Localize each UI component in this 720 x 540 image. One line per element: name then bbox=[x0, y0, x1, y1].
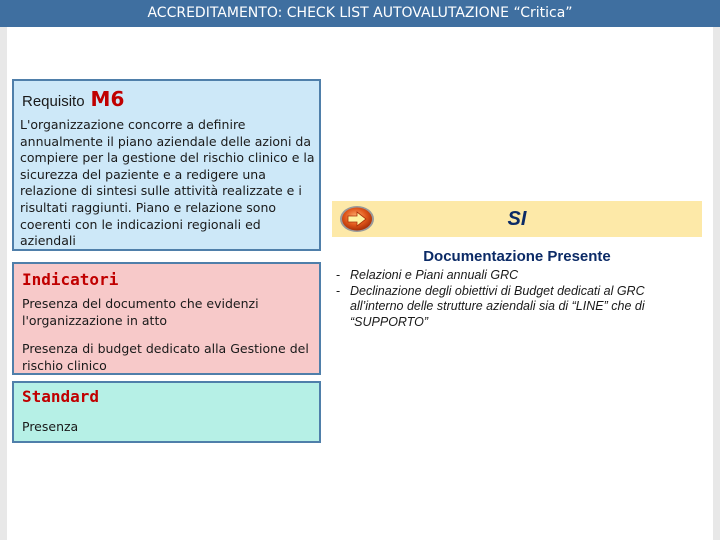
list-item: - Relazioni e Piani annuali GRC bbox=[336, 268, 519, 282]
indicatori-box bbox=[12, 262, 321, 375]
page-title: ACCREDITAMENTO: CHECK LIST AUTOVALUTAZIONE “Critica” bbox=[0, 0, 720, 27]
left-frame bbox=[0, 27, 7, 540]
right-frame bbox=[713, 27, 720, 540]
requisito-code: M6 bbox=[90, 87, 125, 111]
standard-title: Standard bbox=[22, 387, 100, 406]
requisito-header bbox=[22, 87, 124, 111]
standard-box bbox=[12, 381, 321, 443]
standard-value: Presenza bbox=[22, 419, 79, 434]
documentazione-title: Documentazione Presente bbox=[423, 248, 611, 265]
documentazione-item: Declinazione degli obiettivi di Budget dedicati al GRC all’interno delle strutture aziendali sia di “LINE” che di “SUPPORTO” bbox=[350, 283, 645, 329]
indicatore-item: Presenza di budget dedicato alla Gestione del rischio clinico bbox=[22, 341, 309, 373]
indicatori-title: Indicatori bbox=[22, 270, 119, 289]
documentazione-list bbox=[336, 268, 696, 330]
answer-value: SI bbox=[507, 208, 527, 230]
documentazione-item: Relazioni e Piani annuali GRC bbox=[350, 268, 519, 282]
indicatore-item: Presenza del documento che evidenzi l'organizzazione in atto bbox=[22, 296, 259, 328]
requisito-box bbox=[12, 79, 321, 251]
list-item: - Declinazione degli obiettivi di Budget dedicati al GRC all’interno delle strutture aziendali sia di “LINE” che di “SUPPORTO” bbox=[336, 283, 645, 329]
requisito-label: Requisito bbox=[22, 93, 85, 110]
requisito-text: L'organizzazione concorre a definire annualmente il piano aziendale delle azioni da compiere per la gestione del rischio clinico e la sicurezza del paziente e a redigere una relazione di sintesi sulle attività realizzate e i risultati raggiunti. Piano e relazione sono coerenti con le indicazioni regionali ed aziendali bbox=[20, 117, 315, 249]
